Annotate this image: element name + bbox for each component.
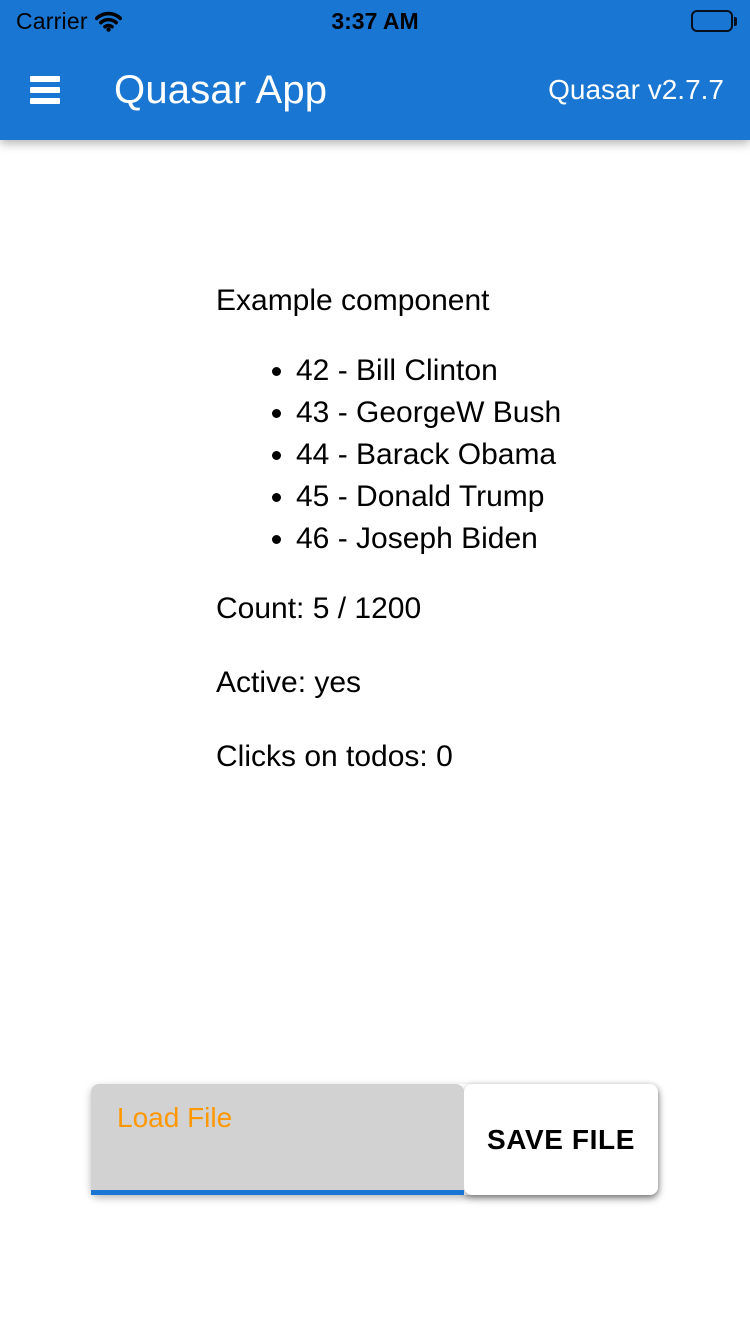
- count-label: Count: 5 / 1200: [216, 592, 422, 625]
- status-bar: [0, 0, 750, 40]
- todo-list: [216, 350, 710, 560]
- main-content: [0, 140, 750, 810]
- battery-icon: [691, 10, 737, 32]
- todo-item[interactable]: • 46 - Joseph Biden: [296, 518, 710, 560]
- save-file-button[interactable]: [464, 1084, 658, 1195]
- hamburger-menu-icon[interactable]: [30, 76, 60, 104]
- status-time: 3:37 AM: [331, 7, 419, 34]
- app-title: Quasar App: [114, 67, 328, 112]
- todo-item[interactable]: • 45 - Donald Trump: [296, 476, 710, 518]
- carrier-label: Carrier: [16, 7, 88, 34]
- quasar-version-label: Quasar v2.7.7: [548, 74, 724, 105]
- toolbar: [0, 40, 750, 140]
- wifi-icon: [95, 11, 122, 32]
- load-file-label: Load File: [117, 1102, 233, 1133]
- load-file-input[interactable]: [91, 1084, 464, 1195]
- todo-item[interactable]: • 44 - Barack Obama: [296, 434, 710, 476]
- todo-item[interactable]: • 42 - Bill Clinton: [296, 350, 710, 392]
- example-component-heading: Example component: [216, 284, 490, 317]
- input-underline: [91, 1190, 464, 1195]
- clicks-label: Clicks on todos: 0: [216, 740, 453, 773]
- todo-item[interactable]: • 43 - GeorgeW Bush: [296, 392, 710, 434]
- active-label: Active: yes: [216, 666, 362, 699]
- save-file-button-label: SAVE FILE: [486, 1123, 635, 1155]
- app-header: [0, 0, 750, 140]
- file-controls-row: [91, 1084, 658, 1195]
